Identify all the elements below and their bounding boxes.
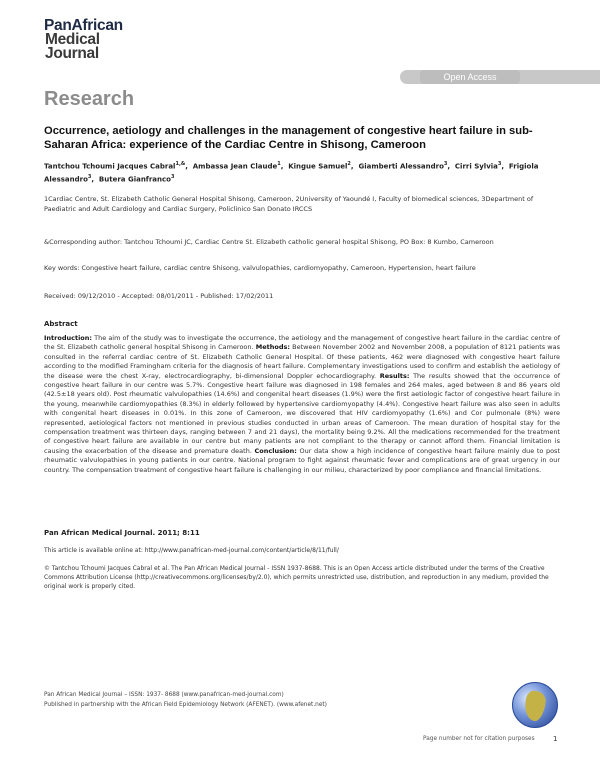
author-name: Giamberti Alessandro (358, 162, 444, 171)
corresponding-author: &Corresponding author: Tantchou Tchoumi JC, Cardiac Centre St. Elizabeth catholic general hospital Shisong, PO Box: 8 Kumbo, Cameroon (44, 238, 494, 246)
publication-dates: Received: 09/12/2010 - Accepted: 08/01/2011 - Published: 17/02/2011 (44, 292, 274, 300)
intro-text: The aim of the study was to investigate the occurrence, the aetiology and the management of congestive heart failure in the cardiac centre of the St. Elizabeth catholic general hospital Shisong in Cameroon. (44, 334, 560, 352)
author-sup: 3 (497, 161, 502, 167)
section-heading: Research (44, 88, 135, 110)
journal-logo (44, 19, 123, 61)
author-name: Cirri Sylvia (454, 162, 498, 171)
africa-map-icon (523, 690, 547, 722)
article-title: Occurrence, aetiology and challenges in the management of congestive heart failure in sub-Saharan Africa: experience of the Cardiac Centre in Shisong, Cameroon (44, 125, 533, 151)
citation: Pan African Medical Journal. 2011; 8:11 (44, 529, 200, 537)
available-online: This article is available online at: http://www.panafrican-med-journal.com/content/article/8/11/full/ (44, 547, 339, 554)
author-sup: 1 (277, 161, 281, 167)
logo-line-3: Journal (45, 45, 99, 62)
keywords: Key words: Congestive heart failure, cardiac centre Shisong, valvulopathies, cardiomyopathy, Cameroon, Hypertension, heart failure (44, 264, 476, 272)
author-name: Kingue Samuel (288, 162, 348, 171)
globe-logo-icon (512, 682, 558, 728)
logo-line-2: Medical (45, 31, 100, 48)
results-label: Results: (379, 371, 410, 380)
author-name: Frigiola Alessandro (44, 162, 539, 184)
abstract-heading: Abstract (44, 320, 78, 328)
author-sup: 2 (347, 161, 351, 167)
logo-line-1: PanAfrican (44, 17, 123, 34)
footer-partnership: Published in partnership with the African Field Epidemiology Network (AFENET). (www.afenet.net) (44, 702, 327, 708)
author-name: Tantchou Tchoumi Jacques Cabral (44, 162, 176, 171)
author-sup: 3 (170, 174, 175, 181)
abstract-body (44, 334, 560, 475)
affiliations: 1Cardiac Centre, St. Elizabeth Catholic General Hospital Shisong, Cameroon, 2University of Yaoundé I, Faculty of biomedical sciences, 3Department of Paediatric and Adult Cardiology and Cardiac Surgery, Policlinico San Donato IRCCS (44, 195, 534, 213)
author-name: Ambassa Jean Claude (192, 162, 278, 171)
author-sup: 3 (87, 174, 92, 181)
conclusion-label: Conclusion: (254, 446, 297, 455)
intro-label: Introduction: (44, 334, 92, 342)
copyright-notice: © Tantchou Tchoumi Jacques Cabral et al. The Pan African Medical Journal - ISSN 1937-8688. This is an Open Access article distributed under the terms of the Creative Commons Attribution License (http://creativecommons.org/licenses/by/2.0), which permits unrestricted use, distribution, and reproduction in any medium, provided the original work is properly cited. (44, 565, 549, 590)
footer-issn: Pan African Medical Journal – ISSN: 1937- 8688 (www.panafrican-med-journal.com) (44, 692, 284, 698)
conclusion-text: Our data show a high incidence of congestive heart failure mainly due to post rheumatic valvulopathies in young patients in our centre. National program to fight against rheumatic fever and complications are of great urgency in our country. The compensation treatment of congestive heart failure is challenging in our milieu, characterized by poor compliance and financial limitations. (44, 446, 560, 474)
methods-label: Methods: (255, 343, 290, 352)
open-access-badge: Open Access (420, 70, 520, 84)
author-sup: 1,& (175, 161, 186, 167)
author-list: Tantchou Tchoumi Jacques Cabral$^{1,\&}$, Ambassa Jean Claude$^1$, Kingue Samuel$^2$, Giamberti Alessandro$^3$, Cirri Sylvia$^3$, Frigiola Alessandro$^3$, Butera Gianfranco$^3$ (44, 161, 539, 184)
results-text: The results showed that the occurrence of congestive heart failure in our centre was 5.7%. Congestive heart failure was diagnosed in 198 females and 264 males, aged between 8 and 86 years old (42.5±18 years old). Post rheumatic valvulopathies (14.6%) and congenital heart diseases (1.9%) were the first aetiologic factor of congestive heart failure in the young, meanwhile cardiomyopathies (8.3%) in elderly followed by hypertensive cardiomyopathy (4.4%). Congestive heart failure was also seen in adults with congenital heart diseases in 0.01%. In this zone of Cameroon, we discovered that HIV cardiomyopathy (1.6%) and Cor pulmonale (8%) were represented, aetiological factors not mentioned in previous studies conducted in urban areas of Cameroon. The mean duration of hospital stay for the compensation treatment was thirteen days, ranging between 7 and 21 days), the mortality being 9.2%. All the medications recommended for the treatment of congestive heart failure are available in our centre but many patients are not compliant to the therapy or cannot afford them. Financial limitation is causing the exacerbation of the disease and premature death. (44, 371, 560, 455)
author-name: Butera Gianfranco (98, 175, 171, 184)
methods-text: Between November 2002 and November 2008, a population of 8121 patients was consulted in the referral cardiac centre of St. Elizabeth Catholic General Hospital. Of these patients, 462 were diagnosed with congestive heart failure according to the modified Framingham criteria for the diagnosis of heart failure. Complementary investigations used to confirm and establish the aetiology of the disease were the chest X-ray, electrocardiography, bi-dimensional Doppler echocardiography. (44, 343, 560, 380)
author-sup: 3 (443, 161, 448, 167)
page-number: 1 (553, 735, 558, 743)
page-note: Page number not for citation purposes (423, 736, 535, 742)
